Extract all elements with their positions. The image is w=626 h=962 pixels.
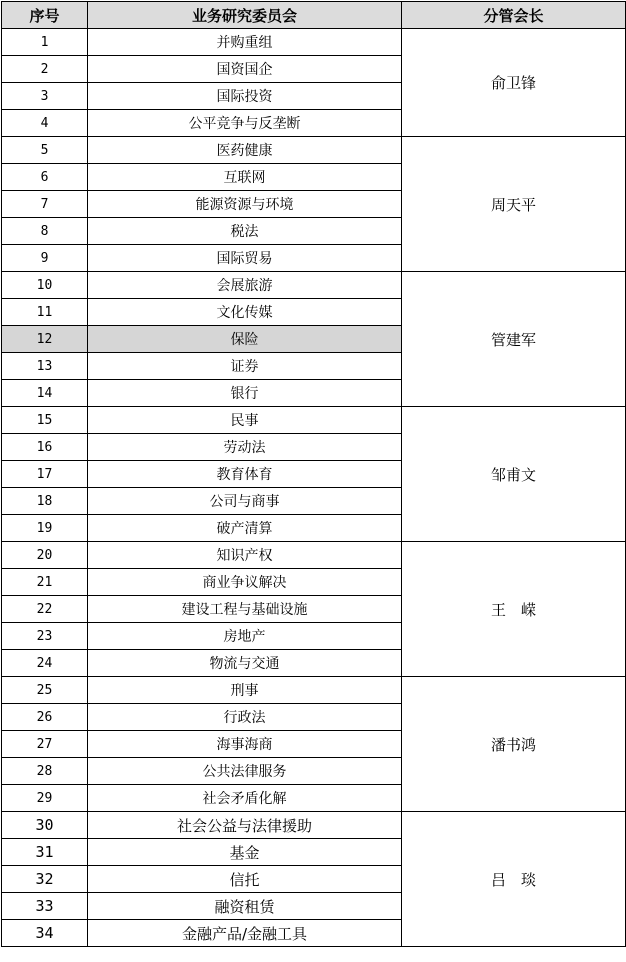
committee-name-cell: 并购重组 (88, 29, 402, 56)
committee-name-cell: 商业争议解决 (88, 569, 402, 596)
row-index-cell: 16 (2, 434, 88, 461)
row-index-cell: 34 (2, 920, 88, 947)
committee-name-cell: 教育体育 (88, 461, 402, 488)
committee-name-cell: 基金 (88, 839, 402, 866)
row-index-cell: 8 (2, 218, 88, 245)
row-index-cell: 22 (2, 596, 88, 623)
committee-name-cell: 国际贸易 (88, 245, 402, 272)
committee-name-cell: 国际投资 (88, 83, 402, 110)
committee-name-cell: 刑事 (88, 677, 402, 704)
header-index: 序号 (2, 2, 88, 29)
committee-name-cell: 信托 (88, 866, 402, 893)
committee-name-cell: 社会公益与法律援助 (88, 812, 402, 839)
row-index-cell: 10 (2, 272, 88, 299)
committee-name-cell: 公司与商事 (88, 488, 402, 515)
row-index-cell: 15 (2, 407, 88, 434)
committee-name-cell: 国资国企 (88, 56, 402, 83)
committee-name-cell: 物流与交通 (88, 650, 402, 677)
committee-name-cell: 民事 (88, 407, 402, 434)
row-index-cell: 29 (2, 785, 88, 812)
row-index-cell: 4 (2, 110, 88, 137)
header-chair: 分管会长 (402, 2, 626, 29)
row-index-cell: 6 (2, 164, 88, 191)
header-committee: 业务研究委员会 (88, 2, 402, 29)
row-index-cell: 11 (2, 299, 88, 326)
row-index-cell: 14 (2, 380, 88, 407)
committee-name-cell: 保险 (88, 326, 402, 353)
row-index-cell: 7 (2, 191, 88, 218)
row-index-cell: 27 (2, 731, 88, 758)
table-header-row (2, 2, 626, 29)
row-index-cell: 12 (2, 326, 88, 353)
row-index-cell: 2 (2, 56, 88, 83)
row-index-cell: 5 (2, 137, 88, 164)
table-row (2, 137, 626, 164)
committee-name-cell: 银行 (88, 380, 402, 407)
row-index-cell: 24 (2, 650, 88, 677)
committee-name-cell: 能源资源与环境 (88, 191, 402, 218)
row-index-cell: 13 (2, 353, 88, 380)
row-index-cell: 25 (2, 677, 88, 704)
committee-name-cell: 社会矛盾化解 (88, 785, 402, 812)
committee-name-cell: 医药健康 (88, 137, 402, 164)
table-row (2, 407, 626, 434)
committee-name-cell: 破产清算 (88, 515, 402, 542)
row-index-cell: 32 (2, 866, 88, 893)
committee-name-cell: 会展旅游 (88, 272, 402, 299)
row-index-cell: 17 (2, 461, 88, 488)
table-row (2, 677, 626, 704)
committee-name-cell: 建设工程与基础设施 (88, 596, 402, 623)
committee-name-cell: 知识产权 (88, 542, 402, 569)
chair-cell: 潘书鸿 (402, 677, 626, 812)
row-index-cell: 26 (2, 704, 88, 731)
row-index-cell: 33 (2, 893, 88, 920)
committee-name-cell: 融资租赁 (88, 893, 402, 920)
committee-name-cell: 行政法 (88, 704, 402, 731)
row-index-cell: 23 (2, 623, 88, 650)
committee-name-cell: 公平竞争与反垄断 (88, 110, 402, 137)
table-row (2, 542, 626, 569)
table-row (2, 812, 626, 839)
committee-name-cell: 金融产品/金融工具 (88, 920, 402, 947)
committee-name-cell: 海事海商 (88, 731, 402, 758)
table-body (2, 29, 626, 947)
row-index-cell: 19 (2, 515, 88, 542)
chair-cell: 王 嵘 (402, 542, 626, 677)
committee-name-cell: 房地产 (88, 623, 402, 650)
committee-name-cell: 公共法律服务 (88, 758, 402, 785)
committee-name-cell: 劳动法 (88, 434, 402, 461)
row-index-cell: 21 (2, 569, 88, 596)
chair-cell: 邹甫文 (402, 407, 626, 542)
committee-table (1, 1, 626, 947)
row-index-cell: 20 (2, 542, 88, 569)
table-row (2, 29, 626, 56)
committee-name-cell: 文化传媒 (88, 299, 402, 326)
committee-name-cell: 证券 (88, 353, 402, 380)
chair-cell: 俞卫锋 (402, 29, 626, 137)
chair-cell: 周天平 (402, 137, 626, 272)
table-row (2, 272, 626, 299)
committee-name-cell: 税法 (88, 218, 402, 245)
row-index-cell: 28 (2, 758, 88, 785)
row-index-cell: 9 (2, 245, 88, 272)
row-index-cell: 18 (2, 488, 88, 515)
chair-cell: 管建军 (402, 272, 626, 407)
row-index-cell: 31 (2, 839, 88, 866)
row-index-cell: 1 (2, 29, 88, 56)
row-index-cell: 30 (2, 812, 88, 839)
committee-name-cell: 互联网 (88, 164, 402, 191)
row-index-cell: 3 (2, 83, 88, 110)
chair-cell: 吕 琰 (402, 812, 626, 947)
